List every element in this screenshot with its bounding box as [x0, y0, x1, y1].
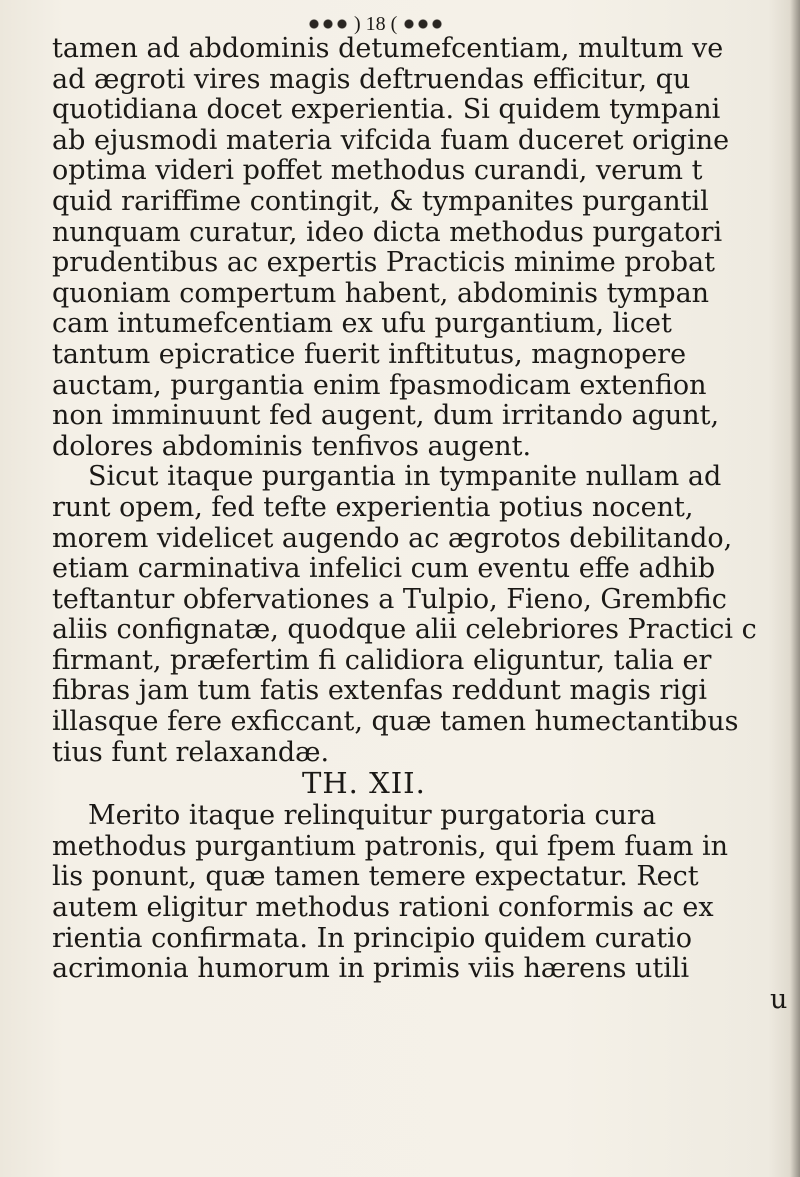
text-line: Merito itaque relinquitur purgatoria cura	[88, 800, 657, 832]
text-line: cam intumefcentiam ex ufu purgantium, licet	[52, 308, 672, 340]
text-line: fibras jam tum fatis extenfas reddunt magis rigi	[52, 675, 707, 707]
ornament-left-icon	[308, 16, 348, 32]
text-line: illasque fere exficcant, quæ tamen humectantibus	[52, 706, 739, 738]
text-line: ad ægroti vires magis deftruendas efficitur, qu	[52, 63, 691, 95]
text-line: autem eligitur methodus rationi conformis ac ex	[52, 892, 714, 924]
catchword: u	[770, 983, 788, 1015]
text-line: quid rariffime contingit, & tympanites purgantil	[52, 185, 709, 217]
body-text	[52, 34, 790, 1015]
text-line: nunquam curatur, ideo dicta methodus purgatori	[52, 216, 723, 248]
text-line: non imminuunt fed augent, dum irritando agunt,	[52, 400, 720, 432]
text-line: lis ponunt, quæ tamen temere expectatur. Rect	[52, 861, 699, 893]
text-line: quotidiana docet experientia. Si quidem tympani	[52, 94, 721, 126]
text-line: rientia confirmata. In principio quidem curatio	[52, 922, 692, 954]
text-line: morem videlicet augendo ac ægrotos debilitando,	[52, 522, 733, 554]
page-edge-shadow	[790, 0, 800, 1177]
text-line: etiam carminativa infelici cum eventu effe adhib	[52, 553, 716, 585]
text-line: tamen ad abdominis detumefcentiam, multum ve	[52, 33, 724, 64]
text-line: Sicut itaque purgantia in tympanite nullam ad	[88, 461, 722, 493]
text-line: methodus purgantium patronis, qui fpem fuam in	[52, 830, 729, 862]
text-line: tantum epicratice fuerit inftitutus, magnopere	[52, 338, 687, 370]
page-number: ) 18 (	[354, 12, 398, 35]
text-line: prudentibus ac expertis Practicis minime probat	[52, 247, 716, 279]
text-line: dolores abdominis tenfivos augent.	[52, 430, 532, 462]
text-line: runt opem, fed tefte experientia potius nocent,	[52, 491, 694, 523]
text-line: firmant, præfertim fi calidiora eliguntur, talia er	[52, 644, 712, 676]
text-line: quoniam compertum habent, abdominis tympan	[52, 277, 710, 309]
ornament-right-icon	[403, 16, 443, 32]
text-line: auctam, purgantia enim fpasmodicam extenfion	[52, 369, 707, 401]
text-line: teftantur obfervationes a Tulpio, Fieno, Grembfic	[52, 583, 727, 615]
text-line: aliis confignatæ, quodque alii celebriores Practici c	[52, 614, 757, 646]
section-title: TH. XII.	[302, 766, 426, 801]
text-line: tius funt relaxandæ.	[52, 736, 330, 768]
text-line: acrimonia humorum in primis viis hærens utili	[52, 953, 690, 985]
text-line: ab ejusmodi materia vifcida fuam duceret origine	[52, 124, 730, 156]
text-line: optima videri poffet methodus curandi, verum t	[52, 155, 703, 187]
